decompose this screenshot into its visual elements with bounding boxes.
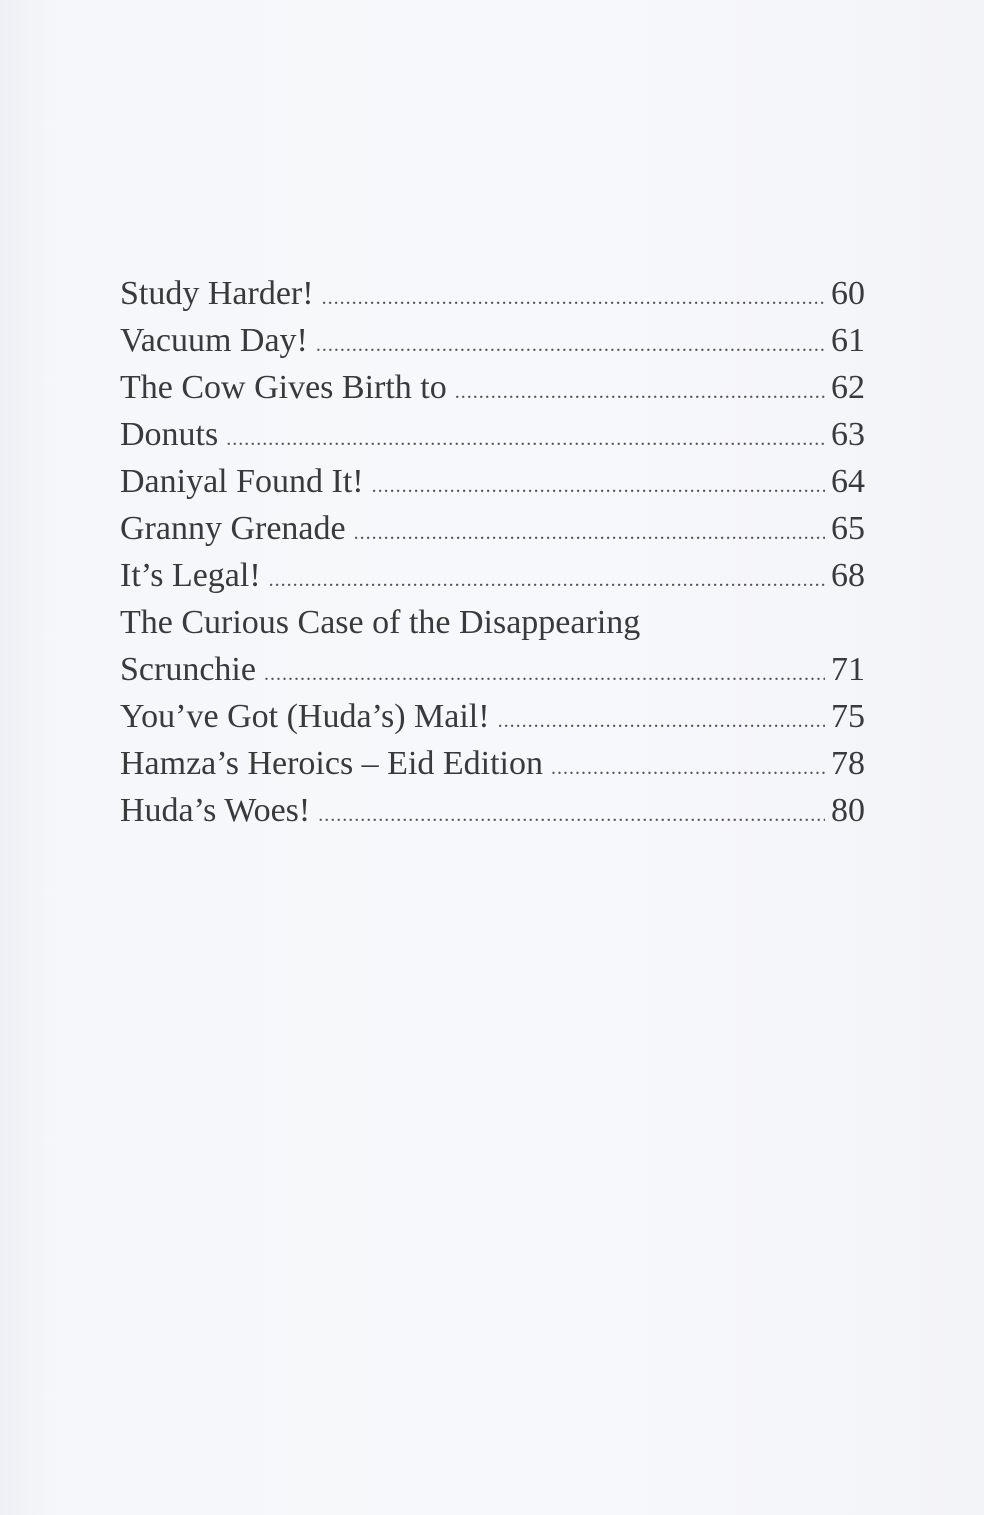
toc-entry-title: Scrunchie [120, 651, 256, 688]
toc-entry-title: The Cow Gives Birth to [120, 369, 447, 406]
toc-entry [120, 505, 865, 552]
toc-entry-page: 71 [831, 651, 865, 688]
toc-entry-page: 80 [831, 792, 865, 829]
toc-entry [120, 411, 865, 458]
toc-entry-page: 64 [831, 463, 865, 500]
toc-entry-title: It’s Legal! [120, 557, 261, 594]
toc-entry [120, 787, 865, 834]
table-of-contents [120, 270, 865, 834]
dot-leader [322, 275, 825, 322]
toc-entry [120, 693, 865, 740]
toc-entry-page: 78 [831, 745, 865, 782]
toc-entry-continued [120, 599, 865, 646]
dot-leader [551, 745, 825, 792]
toc-entry-title: Donuts [120, 416, 219, 453]
toc-entry [120, 646, 865, 693]
toc-entry [120, 317, 865, 364]
dot-leader [372, 463, 825, 510]
toc-entry-title: Granny Grenade [120, 510, 346, 547]
toc-entry-title: Hamza’s Heroics – Eid Edition [120, 745, 544, 782]
toc-entry [120, 458, 865, 505]
toc-entry-title: Study Harder! [120, 275, 314, 312]
toc-entry-title: The Curious Case of the Disappearing [120, 604, 641, 641]
toc-entry [120, 552, 865, 599]
dot-leader [354, 510, 825, 557]
toc-entry-page: 68 [831, 557, 865, 594]
toc-entry [120, 740, 865, 787]
toc-entry-title: Daniyal Found It! [120, 463, 364, 500]
toc-entry-title: Huda’s Woes! [120, 792, 311, 829]
toc-entry-page: 75 [831, 698, 865, 735]
dot-leader [226, 416, 825, 463]
dot-leader [318, 792, 825, 839]
dot-leader [455, 369, 825, 416]
dot-leader [269, 557, 825, 604]
toc-entry-page: 65 [831, 510, 865, 547]
toc-entry [120, 364, 865, 411]
toc-entry-page: 60 [831, 275, 865, 312]
toc-entry-title: You’ve Got (Huda’s) Mail! [120, 698, 490, 735]
dot-leader [316, 322, 825, 369]
toc-entry-page: 63 [831, 416, 865, 453]
toc-entry [120, 270, 865, 317]
dot-leader [498, 698, 825, 745]
dot-leader [264, 651, 825, 698]
toc-entry-page: 62 [831, 369, 865, 406]
toc-entry-title: Vacuum Day! [120, 322, 308, 359]
toc-entry-page: 61 [831, 322, 865, 359]
